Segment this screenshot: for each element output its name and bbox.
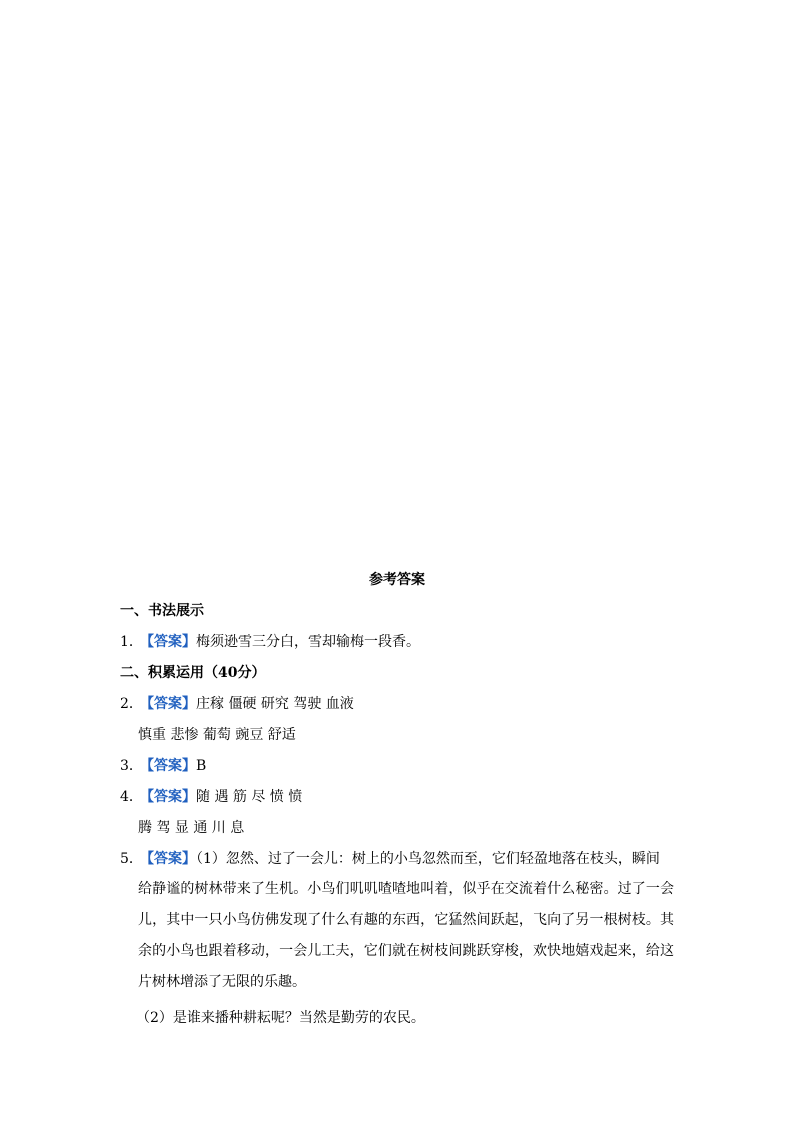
answer-item-4 [120,787,302,807]
answer-item-1 [120,632,420,652]
answer-tag: 【答案】 [140,696,196,712]
answer-item-5-paragraph: 给静谧的树林带来了生机。小鸟们叽叽喳喳地叫着，似乎在交流着什么秘密。过了一会儿，其中一只小鸟仿佛发现了什么有趣的东西，它猛然间跃起，飞向了另一根树枝。其余的小鸟也跟着移动，一会儿工夫，它们就在树枝间跳跃穿梭，欢快地嬉戏起来，给这片树林增添了无限的乐趣。 [138,881,674,990]
answer-item-3 [120,756,206,776]
answer-text: 梅须逊雪三分白，雪却输梅一段香。 [196,634,420,650]
answer-text-line-1: （1）忽然、过了一会儿：树上的小鸟忽然而至，它们轻盈地落在枝头，瞬间 [196,851,660,867]
answer-item-2 [120,694,354,714]
section-heading-1: 一、书法展示 [120,603,204,619]
answer-item-4-continuation: 腾 驾 显 通 川 息 [138,820,245,836]
answer-item-2-continuation: 慎重 悲惨 葡萄 豌豆 舒适 [138,727,296,743]
answer-tag: 【答案】 [140,634,196,650]
item-number: 5． [120,851,143,867]
answer-tag: 【答案】 [140,789,196,805]
item-number: 4． [120,789,143,805]
answer-item-5-sub-2: （2）是谁来播种耕耘呢？当然是勤劳的农民。 [136,1010,425,1026]
section-heading-2: 二、积累运用（40分） [120,665,266,681]
answer-item-5 [120,849,660,869]
item-number: 3． [120,758,143,774]
answer-tag: 【答案】 [140,851,196,867]
answer-text: 随 遇 筋 尽 愤 愤 [196,789,303,805]
answer-text: 庄稼 僵硬 研究 驾驶 血液 [196,696,354,712]
answer-text: B [196,758,207,774]
answer-tag: 【答案】 [140,758,196,774]
item-number: 2． [120,696,143,712]
page-title: 参考答案 [369,572,425,588]
item-number: 1． [120,634,143,650]
